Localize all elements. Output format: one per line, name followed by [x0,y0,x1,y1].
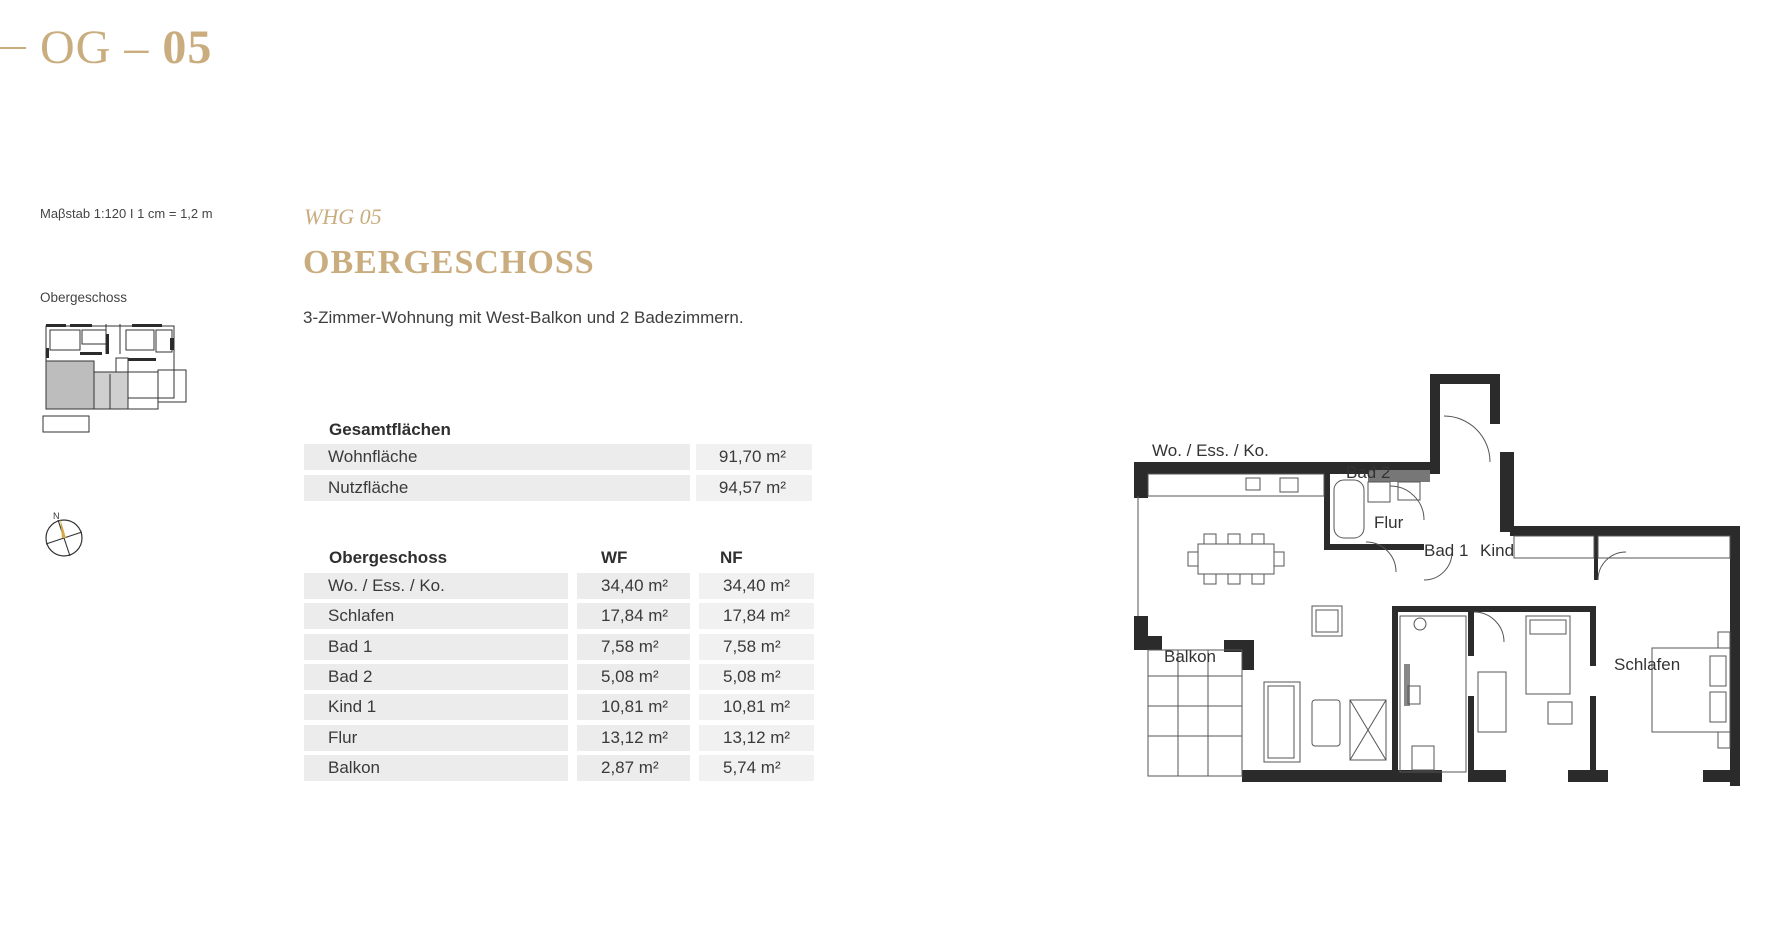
table-row [304,725,814,751]
room-wf: 13,12 m² [577,725,690,751]
room-nf: 34,40 m² [699,573,814,599]
apartment-code: WHG 05 [304,204,382,229]
label-hall: Flur [1374,513,1404,532]
room-wf: 2,87 m² [577,755,690,781]
totals-label: Wohnfläche [304,444,690,470]
mini-plan-label: Obergeschoss [40,290,128,305]
room-nf: 17,84 m² [699,603,814,629]
page-header [0,18,212,78]
compass-icon [40,510,88,558]
scale-note: Maβstab 1:120 I 1 cm = 1,2 m [40,206,213,221]
floor-separator: – [124,21,150,74]
label-living: Wo. / Ess. / Ko. [1152,441,1269,460]
table-row [304,755,814,781]
floor-prefix: OG [40,21,112,74]
room-name: Kind 1 [304,694,568,720]
col-wf-header: WF [601,548,628,567]
label-bedroom: Schlafen [1614,655,1681,674]
label-child: Kind [1480,541,1515,560]
room-nf: 7,58 m² [699,634,814,660]
totals-label: Nutzfläche [304,475,690,501]
room-name: Bad 2 [304,664,568,690]
floor-title [40,21,213,74]
apartment-title: OBERGESCHOSS [303,244,595,281]
totals-heading: Gesamtflächen [329,420,451,439]
room-nf: 5,74 m² [699,755,814,781]
room-nf: 5,08 m² [699,664,814,690]
table-row [304,694,814,720]
table-row [304,664,814,690]
compass-label: N [53,511,60,521]
table-row [304,573,814,599]
room-nf: 10,81 m² [699,694,814,720]
rooms-heading: Obergeschoss [329,548,448,567]
floor-number: 05 [162,21,213,74]
table-row [304,603,814,629]
col-nf-header: NF [720,548,743,567]
room-wf: 17,84 m² [577,603,690,629]
apartment-description: 3-Zimmer-Wohnung mit West-Balkon und 2 Badezimmern. [303,308,744,327]
room-name: Bad 1 [304,634,568,660]
label-balcony: Balkon [1164,647,1216,666]
header-dash [0,47,26,49]
table-row [304,634,814,660]
key-plan-thumbnail [40,318,190,438]
floor-plan-walls [1134,374,1740,786]
totals-row [304,475,812,501]
room-name: Balkon [304,755,568,781]
floor-plan [1128,366,1748,786]
totals-value: 94,57 m² [696,475,812,501]
room-name: Flur [304,725,568,751]
label-bath1: Bad 1 [1424,541,1469,560]
room-wf: 7,58 m² [577,634,690,660]
room-name: Wo. / Ess. / Ko. [304,573,568,599]
room-name: Schlafen [304,603,568,629]
totals-row [304,444,812,470]
room-wf: 10,81 m² [577,694,690,720]
room-nf: 13,12 m² [699,725,814,751]
room-wf: 34,40 m² [577,573,690,599]
totals-value: 91,70 m² [696,444,812,470]
label-bath2: Bad 2 [1346,463,1391,482]
room-wf: 5,08 m² [577,664,690,690]
